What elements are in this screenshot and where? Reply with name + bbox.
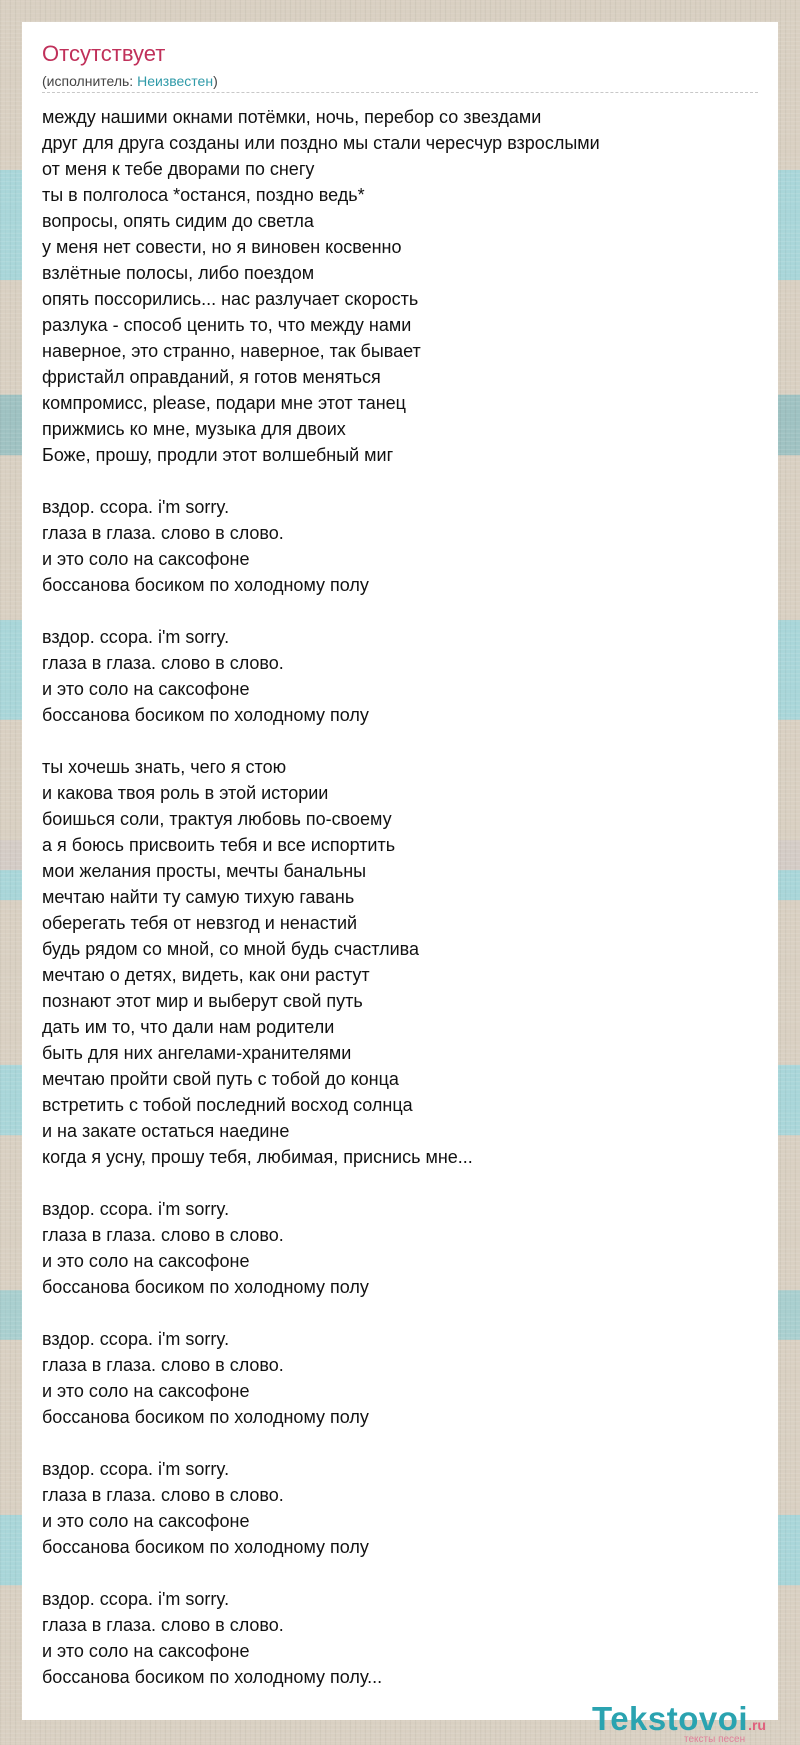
lyric-line: и это соло на саксофоне <box>42 1641 250 1661</box>
song-title: Отсутствует <box>42 41 166 66</box>
stanza-break <box>42 1430 758 1456</box>
artist-link[interactable]: Неизвестен <box>137 73 214 89</box>
lyric-line: когда я усну, прошу тебя, любимая, приснись мне... <box>42 1147 473 1167</box>
artist-byline <box>42 72 218 90</box>
lyric-line: оберегать тебя от невзгод и ненастий <box>42 913 358 933</box>
lyric-line: опять поссорились... нас разлучает скорость <box>42 289 419 309</box>
lyric-line: ты в полголоса *останся, поздно ведь* <box>42 185 365 205</box>
lyric-line: встретить с тобой последний восход солнца <box>42 1095 413 1115</box>
lyric-line: глаза в глаза. слово в слово. <box>42 1225 284 1245</box>
lyric-line: быть для них ангелами-хранителями <box>42 1043 352 1063</box>
site-logo[interactable] <box>592 1700 766 1745</box>
lyric-line: разлука - способ ценить то, что между нами <box>42 315 412 335</box>
lyric-line: и какова твоя роль в этой истории <box>42 783 329 803</box>
stanza-break <box>42 728 758 754</box>
lyric-line: глаза в глаза. слово в слово. <box>42 1355 284 1375</box>
lyric-line: и это соло на саксофоне <box>42 1381 250 1401</box>
lyric-line: вздор. ссора. i'm sorry. <box>42 1199 230 1219</box>
lyric-line: и это соло на саксофоне <box>42 679 250 699</box>
lyric-line: и это соло на саксофоне <box>42 1251 250 1271</box>
lyric-line: фристайл оправданий, я готов меняться <box>42 367 381 387</box>
lyric-line: вздор. ссора. i'm sorry. <box>42 1589 230 1609</box>
lyric-line: и это соло на саксофоне <box>42 549 250 569</box>
lyric-line: будь рядом со мной, со мной будь счастлива <box>42 939 419 959</box>
lyric-line: компромисс, please, подари мне этот танец <box>42 393 406 413</box>
lyrics-text <box>42 104 758 1690</box>
stanza-break <box>42 1560 758 1586</box>
lyric-line: между нашими окнами потёмки, ночь, перебор со звездами <box>42 107 542 127</box>
stanza-break <box>42 468 758 494</box>
lyric-line: боссанова босиком по холодному полу <box>42 705 369 725</box>
lyric-line: познают этот мир и выберут свой путь <box>42 991 363 1011</box>
lyric-line: наверное, это странно, наверное, так бывает <box>42 341 421 361</box>
stanza-break <box>42 1170 758 1196</box>
lyric-line: глаза в глаза. слово в слово. <box>42 1615 284 1635</box>
lyric-line: вздор. ссора. i'm sorry. <box>42 627 230 647</box>
lyric-line: мечтаю пройти свой путь с тобой до конца <box>42 1069 399 1089</box>
lyric-line: и на закате остаться наедине <box>42 1121 290 1141</box>
lyric-line: глаза в глаза. слово в слово. <box>42 653 284 673</box>
lyric-line: глаза в глаза. слово в слово. <box>42 1485 284 1505</box>
lyric-line: боссанова босиком по холодному полу <box>42 1277 369 1297</box>
lyric-line: дать им то, что дали нам родители <box>42 1017 335 1037</box>
logo-brand: Tekstovoi <box>592 1700 749 1737</box>
lyric-line: взлётные полосы, либо поездом <box>42 263 315 283</box>
lyric-line: друг для друга созданы или поздно мы стали чересчур взрослыми <box>42 133 600 153</box>
lyric-line: вздор. ссора. i'm sorry. <box>42 497 230 517</box>
lyric-line: мои желания просты, мечты банальны <box>42 861 367 881</box>
lyric-line: глаза в глаза. слово в слово. <box>42 523 284 543</box>
byline-prefix: (исполнитель: <box>42 73 138 89</box>
lyric-line: боссанова босиком по холодному полу <box>42 575 369 595</box>
lyric-line: от меня к тебе дворами по снегу <box>42 159 315 179</box>
lyric-line: мечтаю найти ту самую тихую гавань <box>42 887 355 907</box>
lyric-line: Боже, прошу, продли этот волшебный миг <box>42 445 394 465</box>
lyric-line: вопросы, опять сидим до светла <box>42 211 314 231</box>
logo-tagline: тексты песен <box>684 1734 746 1745</box>
lyric-line: боссанова босиком по холодному полу <box>42 1407 369 1427</box>
lyric-line: боишься соли, трактуя любовь по-своему <box>42 809 392 829</box>
lyric-line: мечтаю о детях, видеть, как они растут <box>42 965 370 985</box>
lyric-line: ты хочешь знать, чего я стою <box>42 757 287 777</box>
lyric-line: вздор. ссора. i'm sorry. <box>42 1459 230 1479</box>
lyric-line: а я боюсь присвоить тебя и все испортить <box>42 835 396 855</box>
lyrics-card <box>22 22 778 1745</box>
logo-tld: .ru <box>748 1717 766 1733</box>
stanza-break <box>42 1300 758 1326</box>
byline-suffix: ) <box>213 73 218 89</box>
lyric-line: у меня нет совести, но я виновен косвенно <box>42 237 402 257</box>
lyric-line: и это соло на саксофоне <box>42 1511 250 1531</box>
lyric-line: боссанова босиком по холодному полу... <box>42 1667 383 1687</box>
lyric-line: прижмись ко мне, музыка для двоих <box>42 419 346 439</box>
title-divider <box>42 92 758 93</box>
lyric-line: вздор. ссора. i'm sorry. <box>42 1329 230 1349</box>
stanza-break <box>42 598 758 624</box>
lyric-line: боссанова босиком по холодному полу <box>42 1537 369 1557</box>
